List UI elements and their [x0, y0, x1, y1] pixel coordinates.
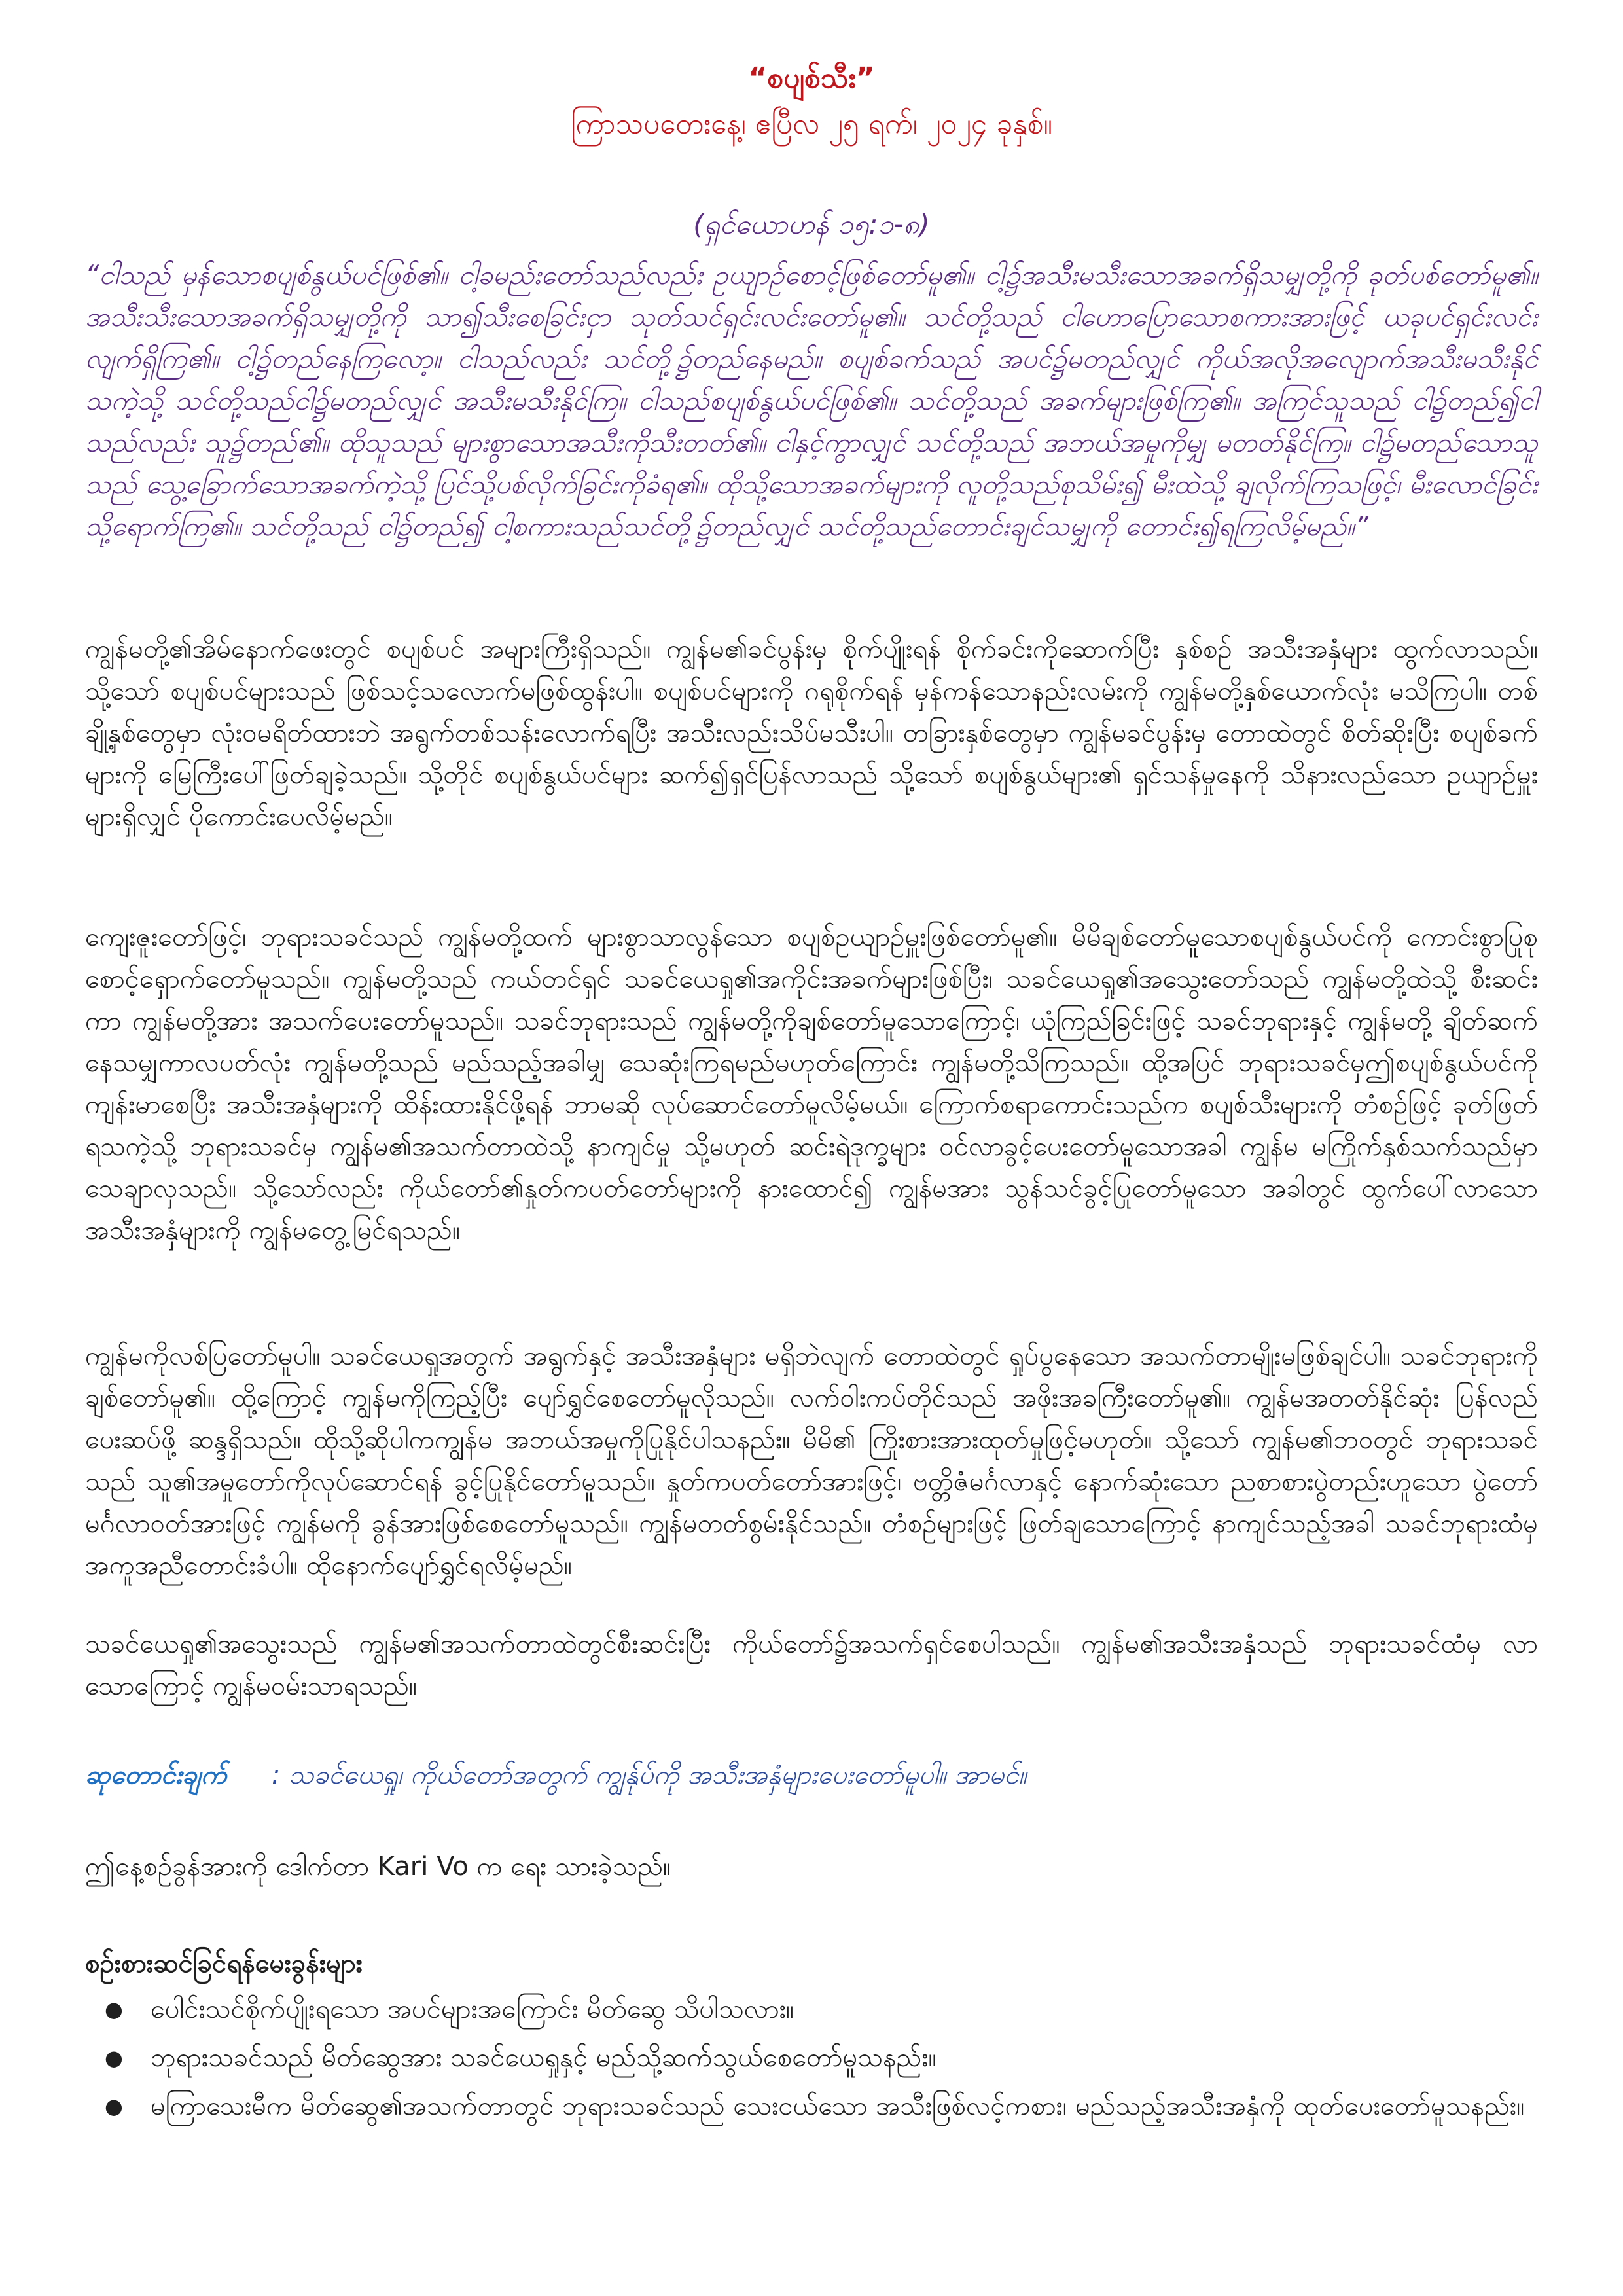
body-paragraph-3: ကျွန်မကိုလစ်ပြတော်မူပါ။ သခင်ယေရှုအတွက် အရွက်နှင့် အသီးအနှံများ မရှိဘဲလျက် တောထဲတွင် ရှုပ်ပွနေသော အသက်တာမျိုးမဖြစ်ချင်ပါ။ သခင်ဘုရားကိုချစ်တော်မူ၏။ ထို့ကြောင့် ကျွန်မကိုကြည့်ပြီး ပျော်ရွှင်စေတော်မူလိုသည်။ လက်ဝါးကပ်တိုင်သည် အဖိုးအခကြီးတော်မူ၏။ ကျွန်မအတတ်နိုင်ဆုံး ပြန်လည်ပေးဆပ်ဖို့ ဆန္ဒရှိသည်။ ထိုသို့ဆိုပါကကျွန်မ အဘယ်အမှုကိုပြုနိုင်ပါသနည်း။ မိမိ၏ ကြိုးစားအားထုတ်မှုဖြင့်မဟုတ်။ သို့သော် ကျွန်မ၏ဘဝတွင် ဘုရားသခင်သည် သူ၏အမှုတော်ကိုလုပ်ဆောင်ရန် ခွင့်ပြုနိုင်တော်မူသည်။ နှုတ်ကပတ်တော်အားဖြင့်၊ ဗတ္တိဇံမင်္ဂလာနှင့် နောက်ဆုံးသော ညစာစားပွဲတည်းဟူသော ပွဲတော်မင်္ဂလာဝတ်အားဖြင့် ကျွန်မကို ခွန်အားဖြစ်စေတော်မူသည်။ ကျွန်မတတ်စွမ်းနိုင်သည်။ တံစဉ်များဖြင့် ဖြတ်ချသောကြောင့် နာကျင်သည့်အခါ သခင်ဘုရားထံမှအကူအညီတောင်းခံပါ။ ထိုနောက်ပျော်ရွှင်ရလိမ့်မည်။	[85, 1341, 1538, 1581]
bullet-icon: ●	[105, 2045, 123, 2070]
list-item	[105, 2085, 1603, 2127]
body-paragraph-4: သခင်ယေရှု၏အသွေးသည် ကျွန်မ၏အသက်တာထဲတွင်စီးဆင်းပြီး ကိုယ်တော်၌အသက်ရှင်စေပါသည်။ ကျွန်မ၏အသီးအနှံသည် ဘုရားသခင်ထံမှ လာသောကြောင့် ကျွန်မဝမ်းသာရသည်။	[85, 1629, 1538, 1701]
prayer-label: ဆုတောင်းချက်	[85, 1760, 227, 1790]
list-item	[105, 1988, 1603, 2030]
scripture-reference: (ရှင်ယောဟန် ၁၅:၁-၈)	[693, 208, 930, 240]
questions-heading: စဉ်းစားဆင်ခြင်ရန်မေးခွန်းများ	[85, 1948, 363, 1979]
question-text: ပေါင်းသင်စိုက်ပျိုးရသော အပင်များအကြောင်း မိတ်ဆွေ သိပါသလား။	[151, 1994, 794, 2024]
question-text: ဘုရားသခင်သည် မိတ်ဆွေအား သခင်ယေရှုနှင့် မည်သို့ဆက်သွယ်စေတော်မူသနည်း။	[151, 2043, 936, 2073]
list-item	[105, 2037, 1603, 2079]
date-line: ကြာသပတေးနေ့၊ ဧပြီလ ၂၅ ရက်၊ ၂၀၂၄ ခုနှစ်။	[570, 107, 1053, 141]
questions-list	[85, 1988, 1603, 2134]
body-paragraph-1: ကျွန်မတို့၏အိမ်နောက်ဖေးတွင် စပျစ်ပင် အများကြီးရှိသည်။ ကျွန်မ၏ခင်ပွန်းမှ စိုက်ပျိုးရန် စိုက်ခင်းကိုဆောက်ပြီး နှစ်စဉ် အသီးအနှံများ ထွက်လာသည်။ သို့သော် စပျစ်ပင်များသည် ဖြစ်သင့်သလောက်မဖြစ်ထွန်းပါ။ စပျစ်ပင်များကို ဂရုစိုက်ရန် မှန်ကန်သောနည်းလမ်းကို ကျွန်မတို့နှစ်ယောက်လုံး မသိကြပါ။ တစ်ချို့နှစ်တွေမှာ လုံးဝမရိတ်ထားဘဲ အရွက်တစ်သန်းလောက်ရပြီး အသီးလည်းသိပ်မသီးပါ။ တခြားနှစ်တွေမှာ ကျွန်မခင်ပွန်းမှ တောထဲတွင် စိတ်ဆိုးပြီး စပျစ်ခက်များကို မြေကြီးပေါ်ဖြတ်ချခဲ့သည်။ သို့တိုင် စပျစ်နွယ်ပင်များ ဆက်၍ရှင်ပြန်လာသည် သို့သော် စပျစ်နွယ်များ၏ ရှင်သန်မှုနေကို သိနားလည်သော ဥယျာဉ်မှူးများရှိလျှင် ပိုကောင်းပေလိမ့်မည်။	[85, 634, 1538, 832]
bullet-icon: ●	[105, 1997, 123, 2022]
question-text: မကြာသေးမီက မိတ်ဆွေ၏အသက်တာတွင် ဘုရားသခင်သည် သေးငယ်သော အသီးဖြစ်လင့်ကစား၊ မည်သည့်အသီးအနှံကို ထုတ်ပေးတော်မူသနည်း။	[151, 2091, 1525, 2121]
page-title: “စပျစ်သီး”	[748, 62, 875, 95]
scripture-text: “ငါသည် မှန်သောစပျစ်နွယ်ပင်ဖြစ်၏။ ငါ့ခမည်းတော်သည်လည်း ဥယျာဉ်စောင့်ဖြစ်တော်မူ၏။ ငါ့၌အသီးမသီးသောအခက်ရှိသမျှတို့ကို ခုတ်ပစ်တော်မူ၏။ အသီးသီးသောအခက်ရှိသမျှတို့ကို သာ၍သီးစေခြင်းငှာ သုတ်သင်ရှင်းလင်းတော်မူ၏။ သင်တို့သည် ငါဟောပြောသောစကားအားဖြင့် ယခုပင်ရှင်းလင်းလျက်ရှိကြ၏။ ငါ့၌တည်နေကြလော့။ ငါသည်လည်း သင်တို့၌တည်နေမည်။ စပျစ်ခက်သည် အပင်၌မတည်လျှင် ကိုယ်အလိုအလျောက်အသီးမသီးနိုင်သကဲ့သို့ သင်တို့သည်ငါ၌မတည်လျှင် အသီးမသီးနိုင်ကြ။ ငါသည်စပျစ်နွယ်ပင်ဖြစ်၏။ သင်တို့သည် အခက်များဖြစ်ကြ၏။ အကြင်သူသည် ငါ၌တည်၍ငါသည်လည်း သူ၌တည်၏။ ထိုသူသည် များစွာသောအသီးကိုသီးတတ်၏။ ငါနှင့်ကွာလျှင် သင်တို့သည် အဘယ်အမှုကိုမျှ မတတ်နိုင်ကြ။ ငါ၌မတည်သောသူသည် သွေ့ခြောက်သောအခက်ကဲ့သို့ ပြင်သို့ပစ်လိုက်ခြင်းကိုခံရ၏။ ထိုသို့သောအခက်များကို လူတို့သည်စုသိမ်း၍ မီးထဲသို့ ချလိုက်ကြသဖြင့်၊ မီးလောင်ခြင်းသို့ရောက်ကြ၏။ သင်တို့သည် ငါ၌တည်၍ ငါ့စကားသည်သင်တို့၌တည်လျှင် သင်တို့သည်တောင်းချင်သမျှကို တောင်း၍ရကြလိမ့်မည်။”	[85, 259, 1538, 542]
prayer-text: : သခင်ယေရှု၊ ကိုယ်တော်အတွက် ကျွန်ုပ်ကို အသီးအနှံများပေးတော်မူပါ။ အာမင်။	[271, 1760, 1027, 1790]
prayer	[85, 1754, 1538, 1796]
bullet-icon: ●	[105, 2094, 123, 2119]
author-line: ဤနေ့စဉ်ခွန်အားကို ဒေါက်တာ Kari Vo က ရေး သားခဲ့သည်။	[85, 1852, 671, 1882]
body-paragraph-2: ကျေးဇူးတော်ဖြင့်၊ ဘုရားသခင်သည် ကျွန်မတို့ထက် များစွာသာလွန်သော စပျစ်ဥယျာဉ်မှူးဖြစ်တော်မူ၏။ မိမိချစ်တော်မူသောစပျစ်နွယ်ပင်ကို ကောင်းစွာပြုစုစောင့်ရှောက်တော်မူသည်။ ကျွန်မတို့သည် ကယ်တင်ရှင် သခင်ယေရှု၏အကိုင်းအခက်များဖြစ်ပြီး၊ သခင်ယေရှု၏အသွေးတော်သည် ကျွန်မတို့ထဲသို့ စီးဆင်းကာ ကျွန်မတို့အား အသက်ပေးတော်မူသည်။ သခင်ဘုရားသည် ကျွန်မတို့ကိုချစ်တော်မူသောကြောင့်၊ ယုံကြည်ခြင်းဖြင့် သခင်ဘုရားနှင့် ကျွန်မတို့ ချိတ်ဆက်နေသမျှကာလပတ်လုံး ကျွန်မတို့သည် မည်သည့်အခါမျှ သေဆုံးကြရမည်မဟုတ်ကြောင်း ကျွန်မတို့သိကြသည်။ ထို့အပြင် ဘုရားသခင်မှဤစပျစ်နွယ်ပင်ကို ကျန်းမာစေပြီး အသီးအနှံများကို ထိန်းထားနိုင်ဖို့ရန် ဘာမဆို လုပ်ဆောင်တော်မူလိမ့်မယ်။ ကြောက်စရာကောင်းသည်က စပျစ်သီးများကို တံစဉ်ဖြင့် ခုတ်ဖြတ်ရသကဲ့သို့ ဘုရားသခင်မှ ကျွန်မ၏အသက်တာထဲသို့ နာကျင်မှု သို့မဟုတ် ဆင်းရဲဒုက္ခများ ဝင်လာခွင့်ပေးတော်မူသောအခါ ကျွန်မ မကြိုက်နှစ်သက်သည်မှာ သေချာလှသည်။ သို့သော်လည်း ကိုယ်တော်၏နှုတ်ကပတ်တော်များကို နားထောင်၍ ကျွန်မအား သွန်သင်ခွင့်ပြုတော်မူသော အခါတွင် ထွက်ပေါ်လာသော အသီးအနှံများကို ကျွန်မတွေ့မြင်ရသည်။	[85, 922, 1538, 1246]
